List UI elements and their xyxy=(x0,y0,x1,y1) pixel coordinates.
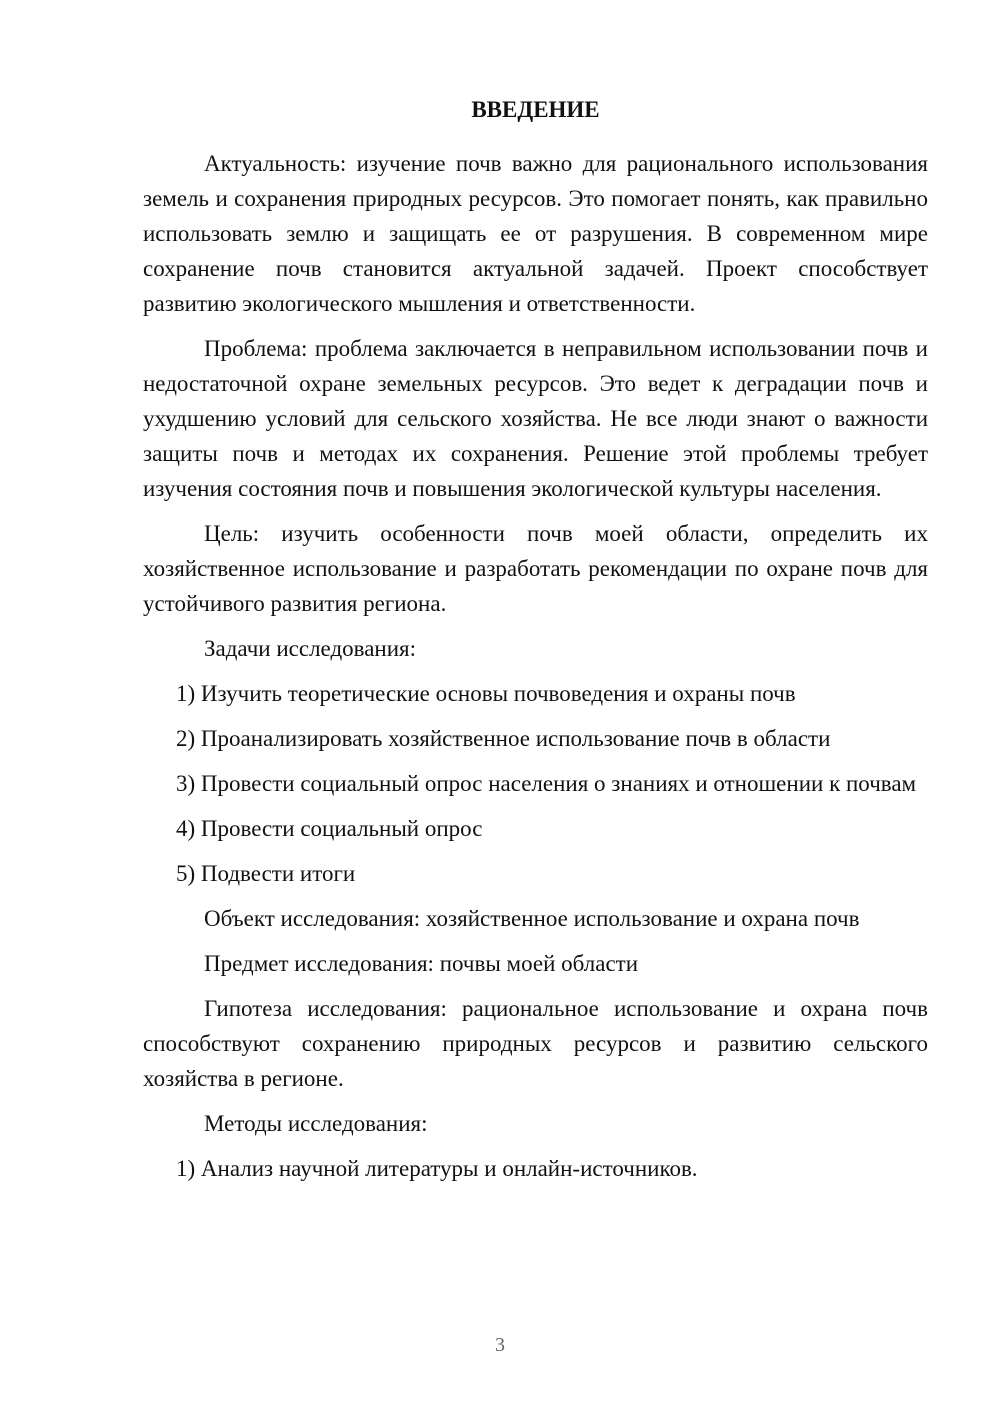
methods-list xyxy=(143,1151,928,1186)
task-item: 1) Изучить теоретические основы почвоведения и охраны почв xyxy=(176,681,796,706)
problem-paragraph: Проблема: проблема заключается в неправильном использовании почв и недостаточной охране земельных ресурсов. Это ведет к деградации почв и ухудшению условий для сельского хозяйства. Не все люди знают о важности защиты почв и методах их сохранения. Решение этой проблемы требует изучения состояния почв и повышения экологической культуры населения. xyxy=(143,336,928,501)
goal-paragraph: Цель: изучить особенности почв моей области, определить их хозяйственное использование и разработать рекомендации по охране почв для устойчивого развития региона. xyxy=(143,521,928,616)
method-item: 1) Анализ научной литературы и онлайн-источников. xyxy=(176,1156,698,1181)
task-item: 2) Проанализировать хозяйственное использование почв в области xyxy=(176,726,831,751)
object-paragraph: Объект исследования: хозяйственное использование и охрана почв xyxy=(204,906,860,931)
page-content xyxy=(143,92,928,1196)
methods-heading: Методы исследования: xyxy=(204,1111,428,1136)
hypothesis-paragraph: Гипотеза исследования: рациональное использование и охрана почв способствуют сохранению природных ресурсов и развитию сельского хозяйства в регионе. xyxy=(143,996,928,1091)
task-item: 5) Подвести итоги xyxy=(176,861,356,886)
tasks-heading: Задачи исследования: xyxy=(204,636,417,661)
section-title: ВВЕДЕНИЕ xyxy=(471,97,600,122)
page-number: 3 xyxy=(495,1334,505,1356)
relevance-paragraph: Актуальность: изучение почв важно для рационального использования земель и сохранения природных ресурсов. Это помогает понять, как правильно использовать землю и защищать ее от разрушения. В современном мире сохранение почв становится актуальной задачей. Проект способствует развитию экологического мышления и ответственности. xyxy=(143,151,928,316)
tasks-list xyxy=(143,676,928,891)
task-item: 4) Провести социальный опрос xyxy=(176,816,483,841)
subject-paragraph: Предмет исследования: почвы моей области xyxy=(204,951,639,976)
task-item: 3) Провести социальный опрос населения о знаниях и отношении к почвам xyxy=(176,771,917,796)
